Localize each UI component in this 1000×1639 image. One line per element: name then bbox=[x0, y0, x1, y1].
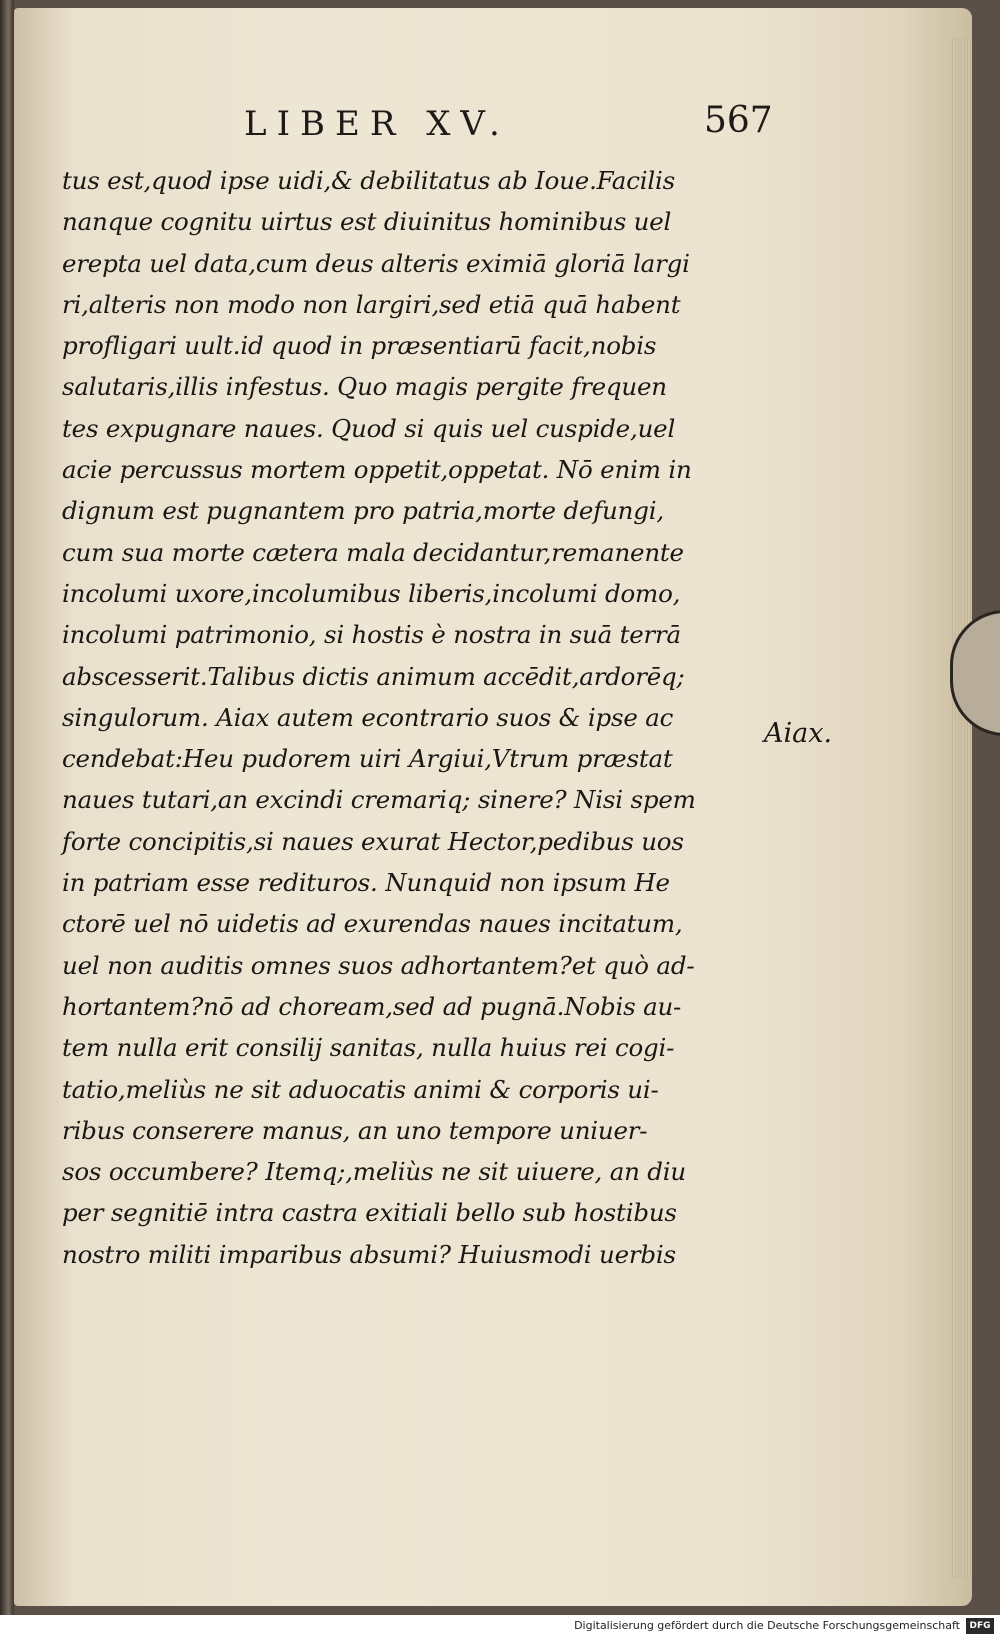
text-line: tus est,quod ipse uidi,& debilitatus ab Ioue.Facilis bbox=[62, 166, 675, 195]
text-line: naues tutari,an excindi cremariq; sinere? Nisi spem bbox=[62, 785, 696, 815]
footer-bar bbox=[0, 1615, 1000, 1639]
dfg-logo: DFG bbox=[966, 1618, 994, 1634]
text-line: tatio,meliùs ne sit aduocatis animi & corporis ui- bbox=[62, 1074, 659, 1104]
book-page bbox=[14, 8, 972, 1606]
text-line: dignum est pugnantem pro patria,morte defungi, bbox=[62, 496, 664, 526]
text-line: tem nulla erit consilij sanitas, nulla huius rei cogi- bbox=[62, 1033, 675, 1063]
text-line: nostro militi imparibus absumi? Huiusmodi uerbis bbox=[62, 1239, 676, 1269]
text-line: ctorē uel nō uidetis ad exurendas naues incitatum, bbox=[62, 909, 683, 939]
body-text bbox=[62, 160, 782, 1275]
text-line: nanque cognitu uirtus est diuinitus hominibus uel bbox=[62, 207, 672, 237]
text-line: uel non auditis omnes suos adhortantem?et quò ad- bbox=[62, 950, 695, 980]
text-line: acie percussus mortem oppetit,oppetat. Nō enim in bbox=[62, 455, 692, 485]
marginal-note: Aiax. bbox=[764, 718, 833, 749]
text-line: singulorum. Aiax autem econtrario suos & ipse ac bbox=[62, 702, 674, 732]
text-line: abscesserit.Talibus dictis animum accēdit,ardorēq; bbox=[62, 661, 685, 691]
running-head: LIBER XV. bbox=[244, 104, 510, 144]
text-line: incolumi uxore,incolumibus liberis,incolumi domo, bbox=[62, 578, 681, 608]
page-header bbox=[14, 100, 972, 154]
funding-credit: Digitalisierung gefördert durch die Deutsche Forschungsgemeinschaft bbox=[574, 1619, 960, 1632]
text-line: tes expugnare naues. Quod si quis uel cuspide,uel bbox=[62, 413, 676, 443]
text-line: ri,alteris non modo non largiri,sed etiā quā habent bbox=[62, 289, 681, 319]
text-line: erepta uel data,cum deus alteris eximiā gloriā largi bbox=[62, 248, 690, 278]
text-line: sos occumbere? Itemq;,meliùs ne sit uiuere, an diu bbox=[62, 1157, 686, 1187]
text-line: incolumi patrimonio, si hostis è nostra in suā terrā bbox=[62, 620, 681, 650]
previous-page-edge bbox=[0, 0, 14, 1615]
text-line: salutaris,illis infestus. Quo magis pergite frequen bbox=[62, 372, 667, 402]
text-line: cendebat:Heu pudorem uiri Argiui,Vtrum præstat bbox=[62, 744, 673, 774]
text-line: profligari uult.id quod in præsentiarū facit,nobis bbox=[62, 331, 657, 361]
page-fore-edge bbox=[950, 38, 972, 1578]
text-line: cum sua morte cætera mala decidantur,remanente bbox=[62, 537, 684, 567]
text-line: forte concipitis,si naues exurat Hector,pedibus uos bbox=[62, 826, 684, 856]
text-line: in patriam esse redituros. Nunquid non ipsum He bbox=[62, 868, 670, 898]
page-number: 567 bbox=[704, 100, 773, 141]
text-line: per segnitiē intra castra exitiali bello sub hostibus bbox=[62, 1198, 677, 1228]
text-line: ribus conserere manus, an uno tempore uniuer- bbox=[62, 1115, 648, 1145]
text-line: hortantem?nō ad choream,sed ad pugnā.Nobis au- bbox=[62, 991, 682, 1021]
